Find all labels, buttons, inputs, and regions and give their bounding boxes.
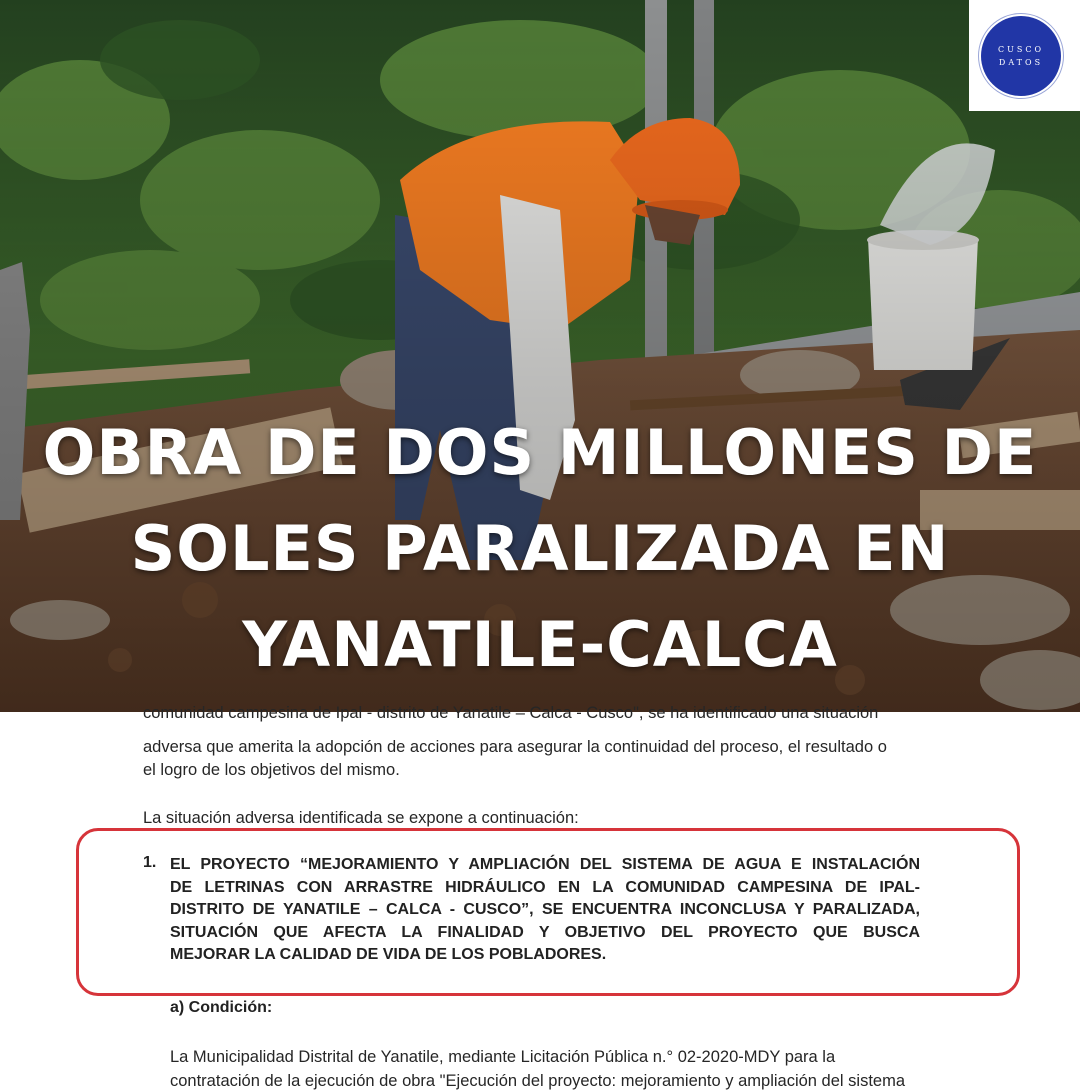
headline (0, 405, 1080, 693)
paragraph-line: adversa que amerita la adopción de acciones para asegurar la continuidad del proceso, el resultado o (143, 738, 887, 756)
highlighted-finding (170, 854, 920, 967)
finding-line: EL PROYECTO “MEJORAMIENTO Y AMPLIACIÓN DEL SISTEMA DE AGUA E INSTALACIÓN (170, 856, 920, 873)
finding-line: SITUACIÓN QUE AFECTA LA FINALIDAD Y OBJETIVO DEL PROYECTO QUE BUSCA (170, 923, 920, 941)
condition-heading: a) Condición: (170, 999, 273, 1016)
headline-line: YANATILE-CALCA (242, 608, 838, 681)
cut-off-line: comunidad campesina de Ipal - distrito de Yanatile – Calca - Cusco", se ha identificado una situación (143, 704, 879, 722)
paragraph-line: contratación de la ejecución de obra "Ejecución del proyecto: mejoramiento y ampliación del sistema (170, 1072, 906, 1090)
paragraph-line: el logro de los objetivos del mismo. (143, 761, 400, 779)
logo-line-1: CUSCO (997, 45, 1045, 54)
item-number: 1. (143, 854, 157, 871)
document-excerpt (0, 704, 1080, 1090)
headline-line: SOLES PARALIZADA EN (130, 512, 950, 585)
situation-intro: La situación adversa identificada se expone a continuación: (143, 809, 579, 827)
finding-line: MEJORAR LA CALIDAD DE VIDA DE LOS POBLADORES. (170, 946, 607, 963)
paragraph-line: La Municipalidad Distrital de Yanatile, mediante Licitación Pública n.° 02-2020-MDY para la (170, 1048, 836, 1066)
finding-line: DISTRITO DE YANATILE – CALCA - CUSCO”, SE ENCUENTRA INCONCLUSA Y PARALIZADA, (170, 901, 920, 918)
cusco-datos-logo (981, 16, 1061, 96)
finding-line: DE LETRINAS CON ARRASTRE HIDRÁULICO EN LA COMUNIDAD CAMPESINA DE IPAL- (170, 878, 920, 896)
headline-line: OBRA DE DOS MILLONES DE (42, 416, 1038, 489)
logo-box (969, 0, 1080, 111)
logo-line-2: DATOS (998, 58, 1044, 67)
